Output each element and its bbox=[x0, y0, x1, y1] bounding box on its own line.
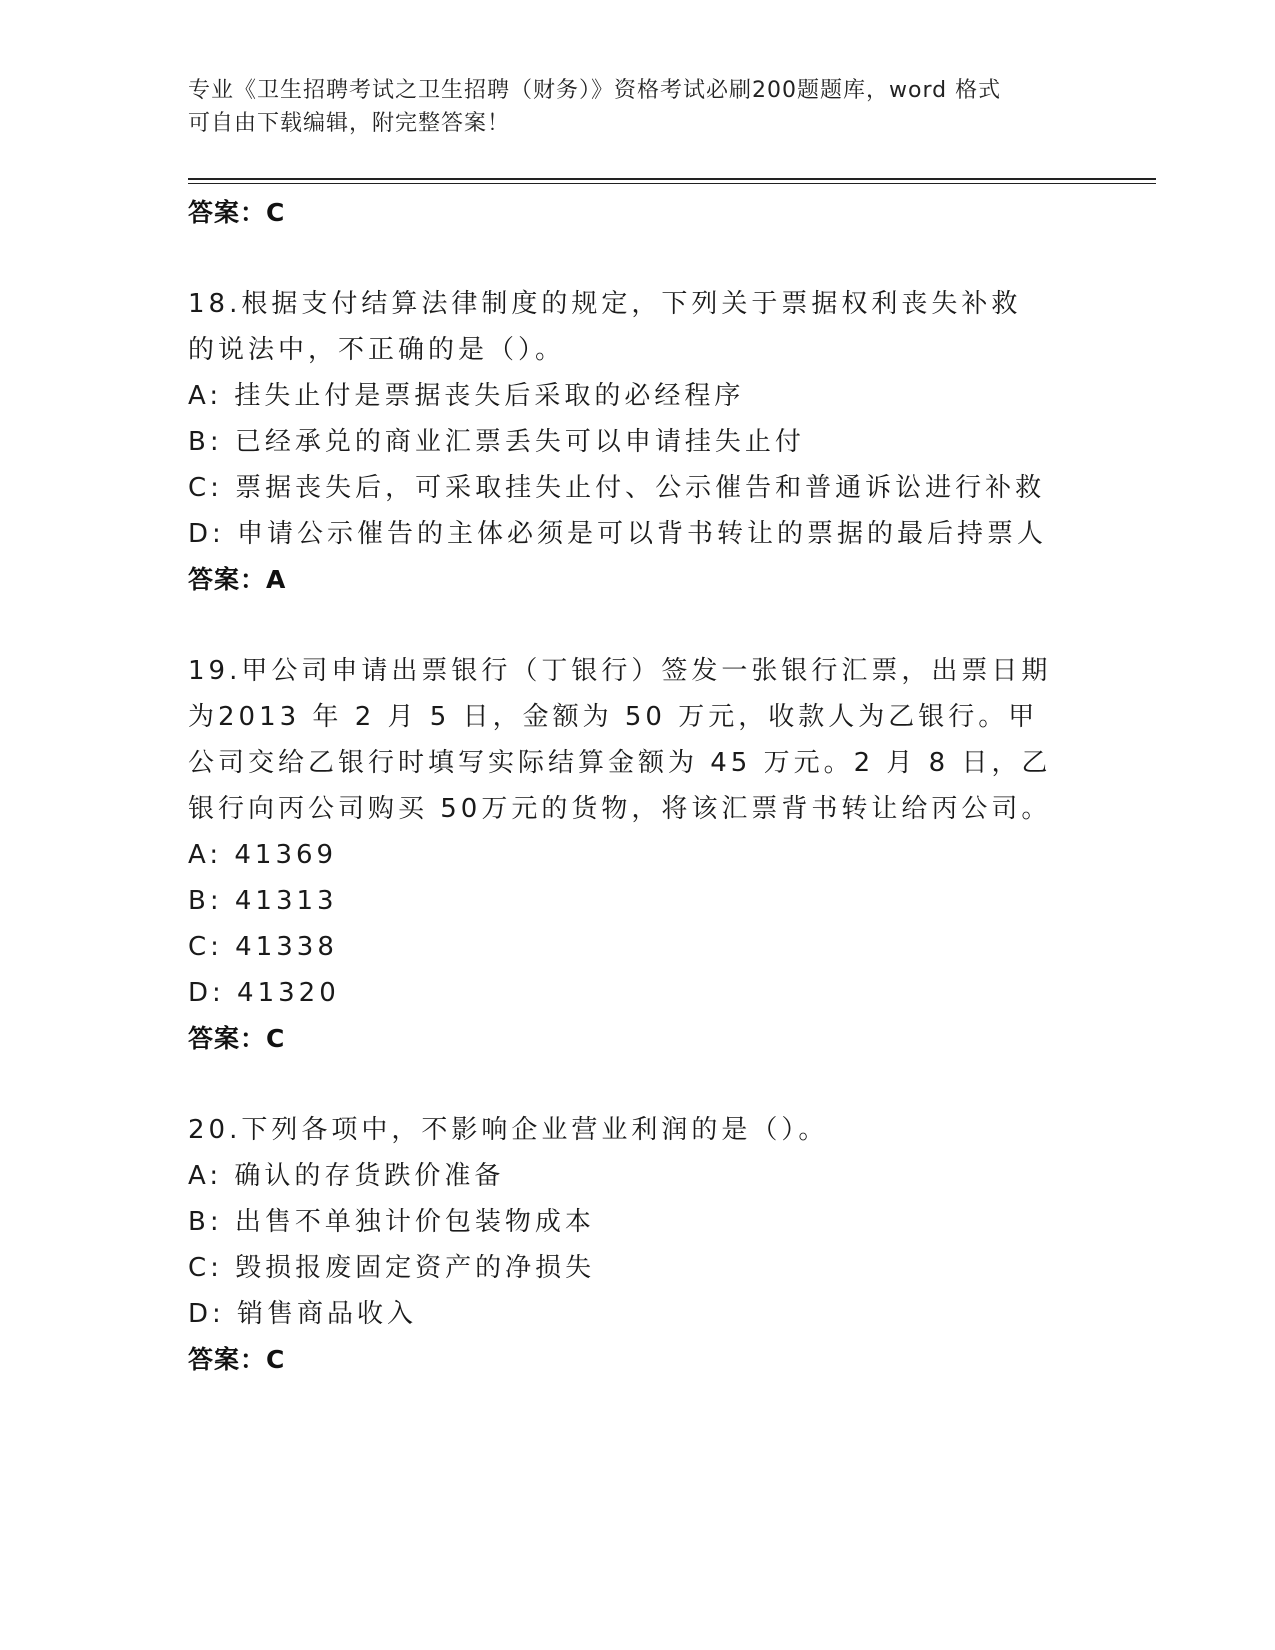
option-a: A: 确认的存货跌价准备 bbox=[188, 1161, 505, 1191]
header-divider bbox=[188, 178, 1156, 180]
option-b: B: 出售不单独计价包装物成本 bbox=[188, 1207, 595, 1237]
option-b: B: 41313 bbox=[188, 886, 338, 916]
option-a: A: 41369 bbox=[188, 840, 338, 870]
question-stem: 20.下列各项中，不影响企业营业利润的是（）。 bbox=[188, 1115, 829, 1145]
previous-answer: 答案：C bbox=[188, 198, 286, 227]
answer: 答案：C bbox=[188, 1345, 286, 1374]
header-line-2: 可自由下载编辑，附完整答案！ bbox=[188, 111, 511, 136]
option-b: B: 已经承兑的商业汇票丢失可以申请挂失止付 bbox=[188, 427, 805, 457]
option-c: C: 毁损报废固定资产的净损失 bbox=[188, 1253, 596, 1283]
document-header bbox=[188, 74, 1088, 140]
header-line-1: 专业《卫生招聘考试之卫生招聘（财务）》资格考试必刷200题题库，word 格式 bbox=[188, 78, 1002, 103]
question-stem: 18.根据支付结算法律制度的规定，下列关于票据权利丧失补救的说法中，不正确的是（）。 bbox=[188, 289, 1022, 365]
question-19 bbox=[188, 648, 1088, 1062]
question-18 bbox=[188, 281, 1088, 603]
answer: 答案：C bbox=[188, 1024, 286, 1053]
option-d: D: 申请公示催告的主体必须是可以背书转让的票据的最后持票人 bbox=[188, 519, 1048, 549]
option-c: C: 票据丧失后，可采取挂失止付、公示催告和普通诉讼进行补救 bbox=[188, 473, 1046, 503]
option-d: D: 销售商品收入 bbox=[188, 1299, 418, 1329]
answer: 答案：A bbox=[188, 565, 287, 594]
question-20 bbox=[188, 1107, 1088, 1383]
option-a: A: 挂失止付是票据丧失后采取的必经程序 bbox=[188, 381, 745, 411]
header-divider-thin bbox=[188, 183, 1156, 184]
document-body bbox=[188, 190, 1088, 1383]
option-d: D: 41320 bbox=[188, 978, 340, 1008]
question-stem: 19.甲公司申请出票银行（丁银行）签发一张银行汇票，出票日期为2013 年 2 月 5 日，金额为 50 万元，收款人为乙银行。甲公司交给乙银行时填写实际结算金额为 45 万元。2 月 8 日，乙银行向丙公司购买 50万元的货物，将该汇票背书转让给丙公司。 bbox=[188, 656, 1052, 824]
option-c: C: 41338 bbox=[188, 932, 338, 962]
